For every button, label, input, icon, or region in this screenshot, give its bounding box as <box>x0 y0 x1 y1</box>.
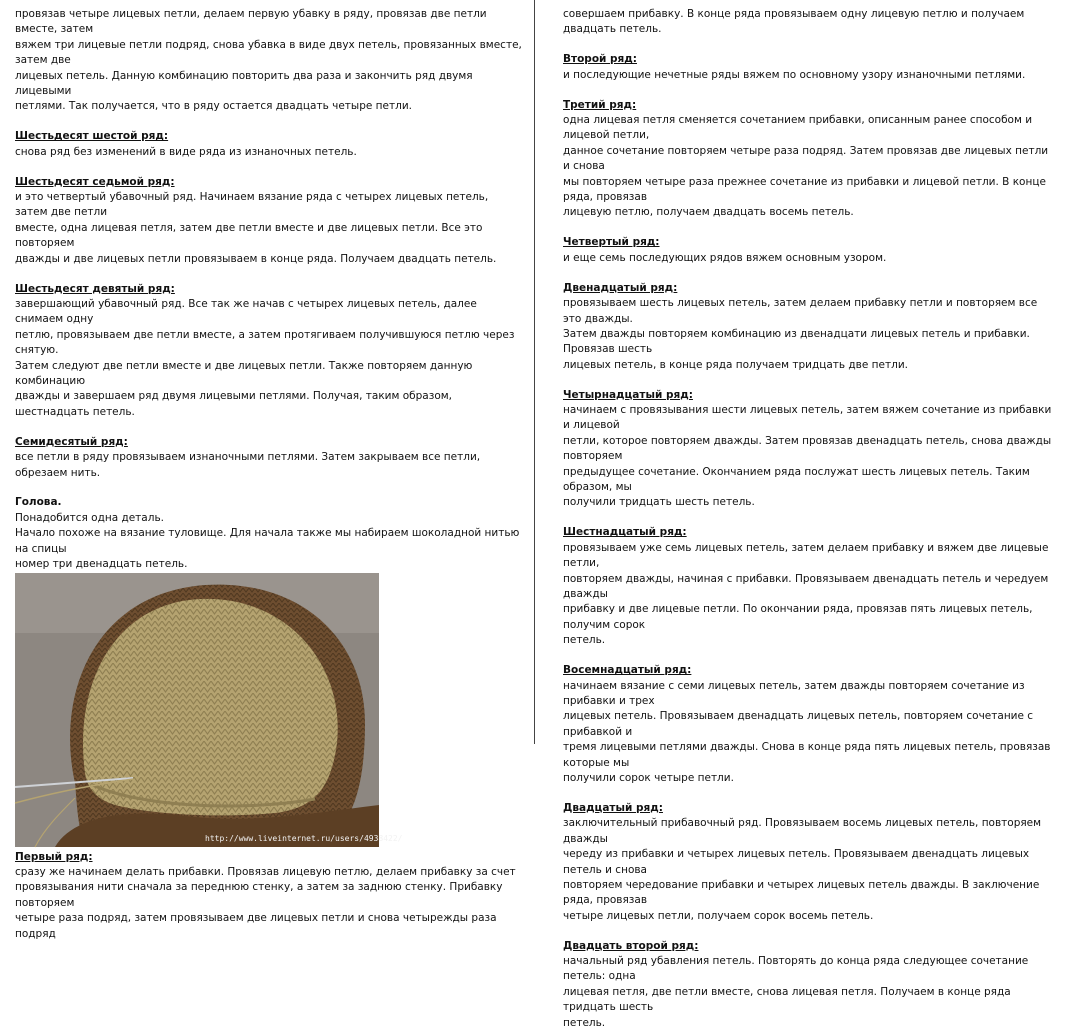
section-heading: Третий ряд: <box>563 98 637 111</box>
section-row-67 <box>15 175 524 267</box>
knitted-head-illustration <box>15 573 379 847</box>
left-page <box>0 0 534 940</box>
section-heading: Шестнадцатый ряд: <box>563 526 687 539</box>
section-row-3 <box>563 98 1056 221</box>
section-text: одна лицевая петля сменяется сочетанием прибавки, описанным ранее способом и лицевой петли, данное сочетание повторяем четыре раза подряд. Затем провязав две лицевых петли и снова мы повторяем четыре раза прежнее сочетание из прибавки и лицевой петли. В конце ряда, провязав лицевую петлю, получаем двадцать восемь петель. <box>563 114 1049 219</box>
section-text: заключительный прибавочный ряд. Провязываем восемь лицевых петель, повторяем дважды череду из прибавки и четырех лицевых петель. Провязываем двенадцать лицевых петель и снова повторяем чередование прибавки и четырех лицевых петель дважды. В заключение ряда, провязав четыре лицевых петли, получаем сорок восемь петель. <box>563 817 1042 922</box>
left-intro-text: провязав четыре лицевых петли, делаем первую убавку в ряду, провязав две петли вместе, затем вяжем три лицевые петли подряд, снова убавка в виде двух петель, провязанных вместе, затем две лицевых петель. Данную комбинацию повторить два раза и закончить ряд двумя лицевыми петлями. Так получается, что в ряду остается двадцать четыре петли. <box>15 8 522 113</box>
section-row-18 <box>563 663 1056 786</box>
section-heading: Двенадцатый ряд: <box>563 281 678 294</box>
section-text: и еще семь последующих рядов вяжем основным узором. <box>563 251 887 264</box>
section-head-part <box>15 495 524 572</box>
section-row-69 <box>15 282 524 421</box>
section-text: все петли в ряду провязываем изнаночными петлями. Затем закрываем все петли, обрезаем нить. <box>15 451 481 479</box>
photo-watermark: http://www.liveinternet.ru/users/4938422/ <box>205 833 403 843</box>
section-row-2 <box>563 52 1056 83</box>
section-text: Понадобится одна деталь. Начало похоже на вязание туловище. Для начала также мы набираем шоколадной нитью на спицы номер три двенадцать петель. <box>15 511 520 571</box>
section-heading: Шестьдесят девятый ряд: <box>15 282 175 295</box>
section-heading: Голова. <box>15 496 62 509</box>
section-heading: Четырнадцатый ряд: <box>563 388 693 401</box>
section-heading: Второй ряд: <box>563 53 637 66</box>
section-heading: Восемнадцатый ряд: <box>563 664 692 677</box>
section-row-1 <box>15 850 524 942</box>
section-text: завершающий убавочный ряд. Все так же начав с четырех лицевых петель, далее снимаем одну петлю, провязываем две петли вместе, а затем протягиваем получившуюся петлю через снятую. Затем следуют две петли вместе и две лицевых петли. Также повторяем данную комбинацию дважды и завершаем ряд двумя лицевыми петлями. Получая, таким образом, шестнадцать петель. <box>15 298 515 418</box>
section-row-66 <box>15 129 524 160</box>
section-text: и последующие нечетные ряды вяжем по основному узору изнаночными петлями. <box>563 68 1026 81</box>
section-heading: Двадцать второй ряд: <box>563 939 699 952</box>
section-text: начинаем с провязывания шести лицевых петель, затем вяжем сочетание из прибавки и лицевой петли, которое повторяем дважды. Затем провязав двенадцать петель, снова дважды повторяем предыдущее сочетание. Окончанием ряда послужат шесть лицевых петель. Таким образом, мы получили тридцать шесть петель. <box>563 404 1052 509</box>
section-heading: Семидесятый ряд: <box>15 435 128 448</box>
section-text: начальный ряд убавления петель. Повторять до конца ряда следующее сочетание петель: одна лицевая петля, две петли вместе, снова лицевая петля. Получаем в конце ряда тридцать шесть петель. <box>563 955 1029 1029</box>
section-text: начинаем вязание с семи лицевых петель, затем дважды повторяем сочетание из прибавки и трех лицевых петель. Провязываем двенадцать лицевых петель, повторяем сочетание с прибавкой и тремя лицевыми петлями дважды. Снова в конце ряда пять лицевых петель, провязав которые мы получили сорок четыре петли. <box>563 679 1051 784</box>
knitted-head-photo <box>15 573 403 847</box>
section-heading: Четвертый ряд: <box>563 236 660 249</box>
right-intro-text: совершаем прибавку. В конце ряда провязываем одну лицевую петлю и получаем двадцать петель. <box>563 8 1025 36</box>
section-row-16 <box>563 525 1056 648</box>
section-heading: Двадцатый ряд: <box>563 801 663 814</box>
section-text: провязываем шесть лицевых петель, затем делаем прибавку петли и повторяем все это дважды. Затем дважды повторяем комбинацию из двенадцати лицевых петель и прибавки. Провязав шесть лицевых петель, в конце ряда получаем тридцать две петли. <box>563 297 1038 371</box>
section-text: сразу же начинаем делать прибавки. Провязав лицевую петлю, делаем прибавку за счет провязывания нити сначала за переднюю стенку, а затем за заднюю стенку. Прибавку повторяем четыре раза подряд, затем провязываем две лицевых петли и снова четырежды раза подряд <box>15 865 516 940</box>
section-row-4 <box>563 235 1056 266</box>
section-text: провязываем уже семь лицевых петель, затем делаем прибавку и вяжем две лицевые петли, повторяем дважды, начиная с прибавки. Провязываем двенадцать петель и чередуем дважды прибавку и две лицевые петли. По окончании ряда, провязав пять лицевых петель, получим сорок петель. <box>563 541 1049 647</box>
section-row-20 <box>563 801 1056 924</box>
section-heading: Первый ряд: <box>15 850 93 863</box>
section-text: снова ряд без изменений в виде ряда из изнаночных петель. <box>15 145 357 158</box>
section-row-22 <box>563 939 1056 1031</box>
section-heading: Шестьдесят седьмой ряд: <box>15 175 175 188</box>
section-text: и это четвертый убавочный ряд. Начинаем вязание ряда с четырех лицевых петель, затем две петли вместе, одна лицевая петля, затем две петли вместе и две лицевых петли. Все это повторяем дважды и две лицевых петли провязываем в конце ряда. Получаем двадцать петель. <box>15 191 497 265</box>
section-heading: Шестьдесят шестой ряд: <box>15 130 169 143</box>
section-row-12 <box>563 281 1056 373</box>
section-row-70 <box>15 435 524 481</box>
right-page <box>534 0 1066 1029</box>
section-row-14 <box>563 388 1056 511</box>
